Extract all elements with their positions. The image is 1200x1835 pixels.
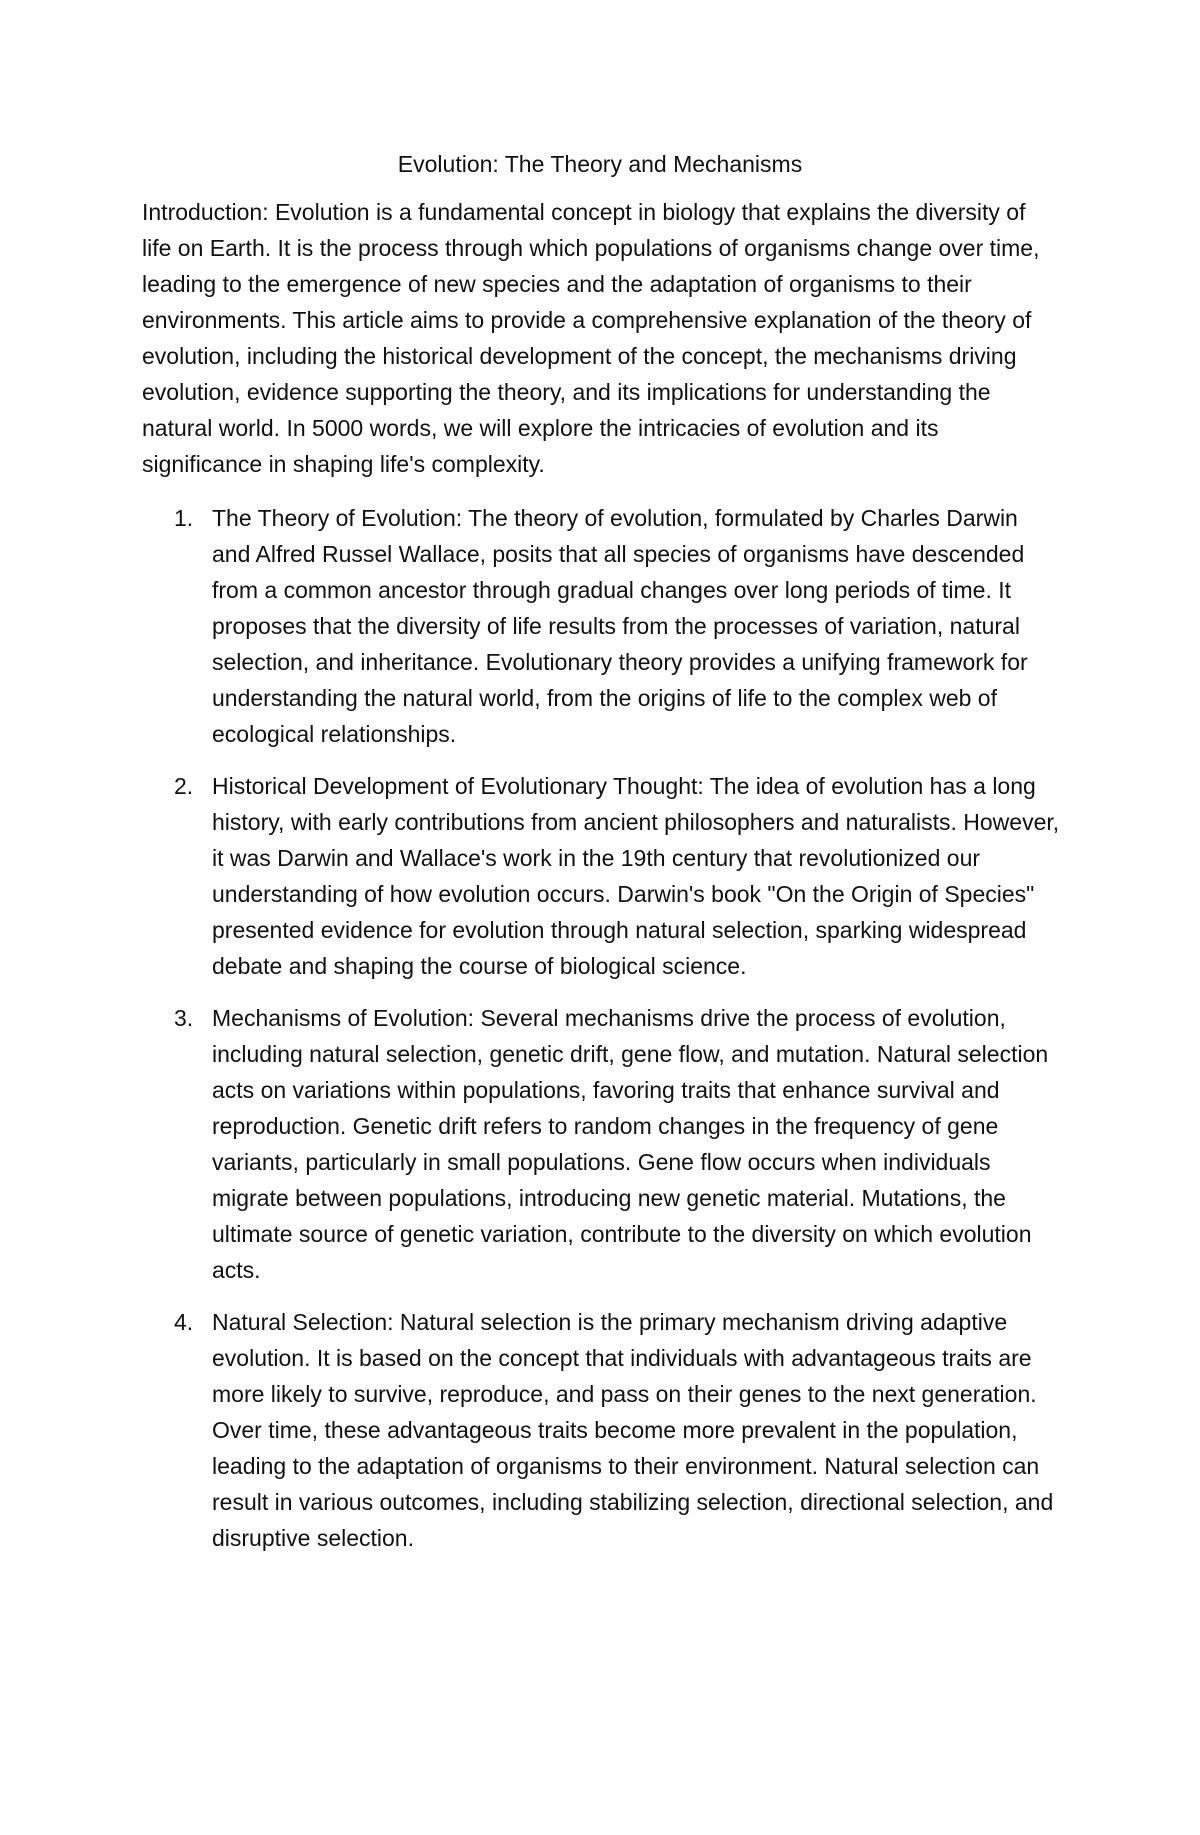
list-item-text: Mechanisms of Evolution: Several mechanisms drive the process of evolution, including natural selection, genetic drift, gene flow, and mutation. Natural selection acts on variations within populations, favoring traits that enhance survival and reproduction. Genetic drift refers to random changes in the frequency of gene variants, particularly in small populations. Gene flow occurs when individuals migrate between populations, introducing new genetic material. Mutations, the ultimate source of genetic variation, contribute to the diversity on which evolution acts. [212,1005,1049,1283]
list-item-text: Historical Development of Evolutionary Thought: The idea of evolution has a long history, with early contributions from ancient philosophers and naturalists. However, it was Darwin and Wallace's work in the 19th century that revolutionized our understanding of how evolution occurs. Darwin's book "On the Origin of Species" presented evidence for evolution through natural selection, sparking widespread debate and shaping the course of biological science. [212,773,1060,979]
list-item-number: 3. [174,1005,194,1031]
list-item [142,500,1060,752]
document-title: Evolution: The Theory and Mechanisms [397,151,803,177]
list-item-text: The Theory of Evolution: The theory of evolution, formulated by Charles Darwin and Alfred Russel Wallace, posits that all species of organisms have descended from a common ancestor through gradual changes over long periods of time. It proposes that the diversity of life results from the processes of variation, natural selection, and inheritance. Evolutionary theory provides a unifying framework for understanding the natural world, from the origins of life to the complex web of ecological relationships. [212,505,1028,747]
list-item [142,768,1060,984]
numbered-list [142,500,1060,1572]
intro-paragraph: Introduction: Evolution is a fundamental concept in biology that explains the diversity of life on Earth. It is the process through which populations of organisms change over time, leading to the emergence of new species and the adaptation of organisms to their environments. This article aims to provide a comprehensive explanation of the theory of evolution, including the historical development of the concept, the mechanisms driving evolution, evidence supporting the theory, and its implications for understanding the natural world. In 5000 words, we will explore the intricacies of evolution and its significance in shaping life's complexity. [142,199,1040,477]
list-item-number: 2. [174,773,194,799]
list-item-text: Natural Selection: Natural selection is the primary mechanism driving adaptive evolution. It is based on the concept that individuals with advantageous traits are more likely to survive, reproduce, and pass on their genes to the next generation. Over time, these advantageous traits become more prevalent in the population, leading to the adaptation of organisms to their environment. Natural selection can result in various outcomes, including stabilizing selection, directional selection, and disruptive selection. [212,1309,1054,1551]
list-item [142,1304,1060,1556]
list-item [142,1000,1060,1288]
list-item-number: 1. [174,505,194,531]
list-item-number: 4. [174,1309,194,1335]
